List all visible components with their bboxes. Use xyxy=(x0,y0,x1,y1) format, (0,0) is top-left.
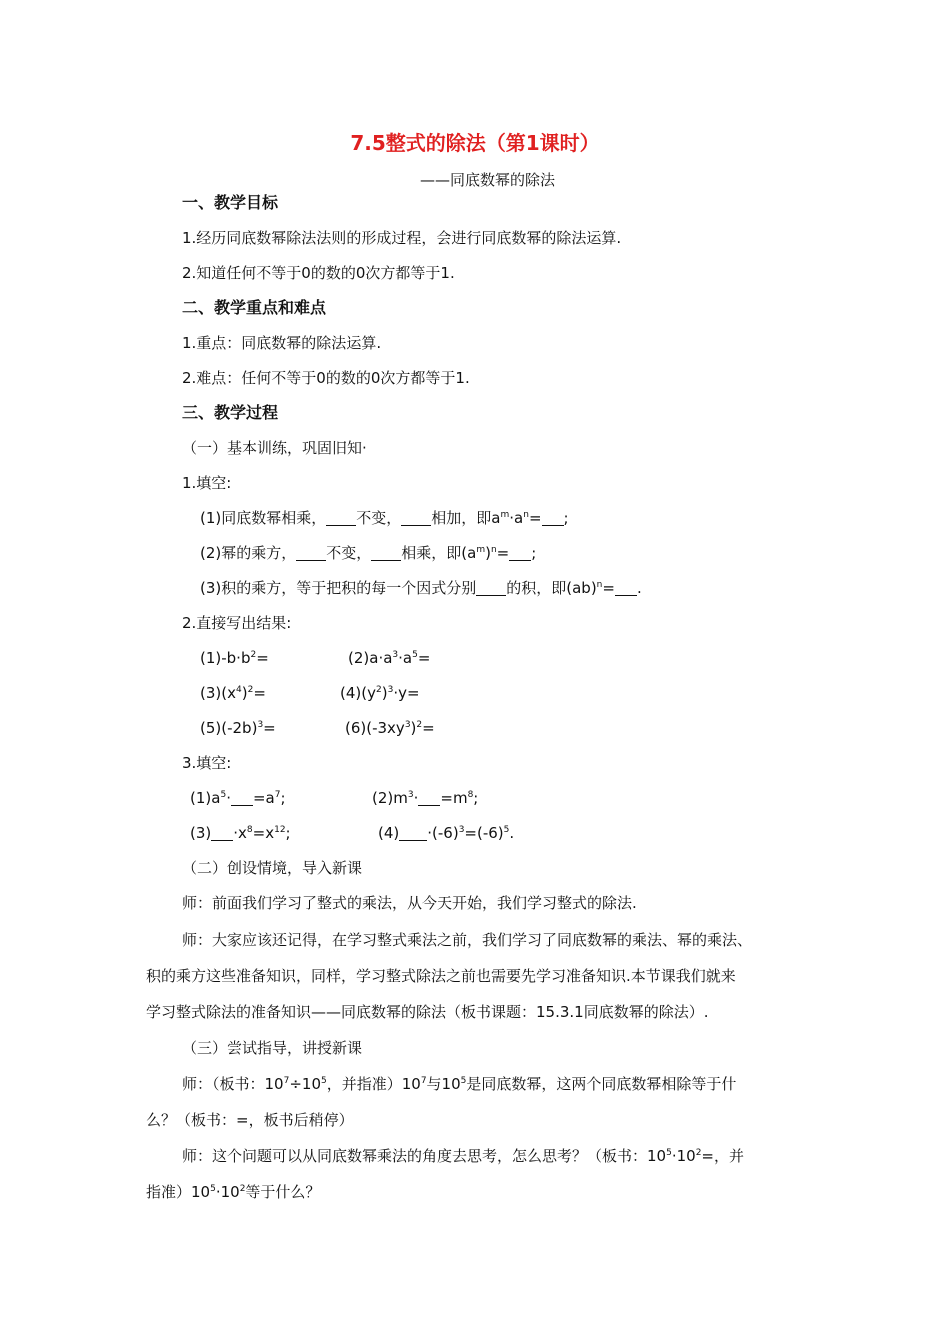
answer-blank[interactable] xyxy=(371,546,401,561)
question-3-item-3 xyxy=(190,823,291,843)
text: (2)a·a xyxy=(348,649,393,667)
text: (6)(-3xy xyxy=(345,719,405,737)
exponent: 2 xyxy=(239,1184,246,1194)
answer-blank[interactable] xyxy=(615,581,637,596)
text: =x xyxy=(252,824,275,842)
text: (4)(y xyxy=(340,684,376,702)
answer-blank[interactable] xyxy=(542,511,564,526)
exponent: 12 xyxy=(274,825,286,835)
answer-blank[interactable] xyxy=(418,791,440,806)
exponent: 7 xyxy=(274,790,281,800)
text: = xyxy=(263,719,276,737)
exponent: 3 xyxy=(404,720,411,730)
text: =，并 xyxy=(701,1147,744,1165)
text: = xyxy=(256,649,269,667)
text: (3) xyxy=(190,824,212,842)
text: ·10 xyxy=(671,1147,696,1165)
exponent: 3 xyxy=(392,650,399,660)
teacher-paragraph-3-line-1 xyxy=(182,1074,736,1094)
question-1-part-2 xyxy=(200,543,536,563)
exponent: 3 xyxy=(257,720,264,730)
text: = xyxy=(417,649,431,667)
subsection-heading-3: （三）尝试指导，讲授新课 xyxy=(182,1039,363,1057)
text: ) xyxy=(381,684,388,702)
exponent: 2 xyxy=(695,1148,702,1158)
section-heading-process: 三、教学过程 xyxy=(182,403,279,422)
question-3-label: 3.填空: xyxy=(182,754,232,772)
text: . xyxy=(636,579,642,597)
question-2-label: 2.直接写出结果: xyxy=(182,614,292,632)
exponent: 5 xyxy=(220,790,227,800)
exponent: 8 xyxy=(467,790,474,800)
text: = xyxy=(602,579,615,597)
teacher-paragraph-1: 师：前面我们学习了整式的乘法，从今天开始，我们学习整式的除法. xyxy=(182,894,637,912)
text: (3)(x xyxy=(200,684,236,702)
text: ·a xyxy=(509,509,524,527)
subsection-heading-2: （二）创设情境，导入新课 xyxy=(182,859,363,877)
answer-blank[interactable] xyxy=(296,546,326,561)
question-2-expr-1 xyxy=(200,648,269,668)
question-2-expr-5 xyxy=(200,718,276,738)
question-3-item-4 xyxy=(378,823,514,843)
question-1-part-1 xyxy=(200,508,569,528)
text: ·10 xyxy=(215,1183,240,1201)
exponent: m xyxy=(476,545,486,555)
text: 相乘，即(a xyxy=(401,544,477,562)
exponent: 5 xyxy=(320,1076,327,1086)
text: · xyxy=(413,789,419,807)
question-2-expr-6 xyxy=(345,718,435,738)
text: (1)-b·b xyxy=(200,649,251,667)
text: ·(-6) xyxy=(427,824,459,842)
text: = xyxy=(528,509,542,527)
exponent: m xyxy=(500,510,510,520)
text: =m xyxy=(440,789,468,807)
text: =(-6) xyxy=(464,824,504,842)
key-point-item: 1.重点：同底数幂的除法运算. xyxy=(182,334,382,352)
exponent: 5 xyxy=(210,1184,216,1194)
exponent: 3 xyxy=(387,685,394,695)
text: ÷10 xyxy=(289,1075,321,1093)
text: · xyxy=(226,789,231,807)
objective-item-1: 1.经历同底数幂除法法则的形成过程，会进行同底数幂的除法运算. xyxy=(182,229,622,247)
text: (1)同底数幂相乘， xyxy=(200,509,327,527)
teacher-paragraph-3-line-2: 么？（板书：=，板书后稍停） xyxy=(146,1111,354,1129)
text: ) xyxy=(410,719,417,737)
document-title: 7.5整式的除法（第1课时） xyxy=(350,131,600,155)
text: ) xyxy=(485,544,491,562)
exponent: 8 xyxy=(246,825,253,835)
question-2-expr-4 xyxy=(340,683,420,703)
answer-blank[interactable] xyxy=(401,511,431,526)
text: ·a xyxy=(398,649,413,667)
exponent: 7 xyxy=(420,1076,427,1086)
text: . xyxy=(509,824,515,842)
text: 相加，即a xyxy=(431,509,501,527)
text: ) xyxy=(241,684,248,702)
question-1-part-3 xyxy=(200,578,642,598)
text: = xyxy=(422,719,435,737)
exponent: n xyxy=(490,545,497,555)
text: ; xyxy=(280,789,286,807)
answer-blank[interactable] xyxy=(399,826,427,841)
text: (4) xyxy=(378,824,400,842)
text: 不变， xyxy=(356,509,402,527)
exponent: 4 xyxy=(235,685,242,695)
text: (5)(-2b) xyxy=(200,719,258,737)
exponent: 3 xyxy=(458,825,465,835)
teacher-paragraph-2-line-2: 积的乘方这些准备知识，同样，学习整式除法之前也需要先学习准备知识.本节课我们就来 xyxy=(146,967,736,985)
text: 与10 xyxy=(426,1075,461,1093)
answer-blank[interactable] xyxy=(509,546,531,561)
exponent: n xyxy=(523,510,529,520)
teacher-paragraph-2-line-1: 师：大家应该还记得，在学习整式乘法之前，我们学习了同底数幂的乘法、幂的乘法、 xyxy=(182,931,753,949)
difficulty-item: 2.难点：任何不等于0的数的0次方都等于1. xyxy=(182,369,470,387)
exponent: 3 xyxy=(407,790,414,800)
text: (2)m xyxy=(372,789,408,807)
exponent: 2 xyxy=(416,720,423,730)
answer-blank[interactable] xyxy=(231,791,253,806)
text: = xyxy=(253,684,266,702)
answer-blank[interactable] xyxy=(326,511,356,526)
exponent: 5 xyxy=(503,825,510,835)
text: 不变， xyxy=(326,544,372,562)
answer-blank[interactable] xyxy=(476,581,506,596)
text: ·y= xyxy=(393,684,420,702)
text: 等于什么？ xyxy=(245,1183,321,1201)
text: 指准）10 xyxy=(146,1183,211,1201)
exponent: 5 xyxy=(412,650,418,660)
exponent: 2 xyxy=(375,685,382,695)
text: 师：（板书：10 xyxy=(182,1075,284,1093)
exponent: n xyxy=(596,580,603,590)
text: 是同底数幂，这两个同底数幂相除等于什 xyxy=(466,1075,737,1093)
text: ; xyxy=(563,509,569,527)
text: =a xyxy=(252,789,275,807)
text: ·x xyxy=(233,824,247,842)
text: ; xyxy=(285,824,291,842)
question-3-item-2 xyxy=(372,788,478,808)
teacher-paragraph-2-line-3: 学习整式除法的准备知识——同底数幂的除法（板书课题：15.3.1同底数幂的除法）. xyxy=(146,1003,709,1021)
text: 师：这个问题可以从同底数幂乘法的角度去思考，怎么思考？（板书：10 xyxy=(182,1147,667,1165)
exponent: 2 xyxy=(250,650,257,660)
section-heading-objectives: 一、教学目标 xyxy=(182,193,279,212)
question-3-item-1 xyxy=(190,788,286,808)
objective-item-2: 2.知道任何不等于0的数的0次方都等于1. xyxy=(182,264,455,282)
text: ; xyxy=(531,544,537,562)
text: (3)积的乘方，等于把积的每一个因式分别 xyxy=(200,579,477,597)
question-2-expr-2 xyxy=(348,648,430,668)
exponent: 5 xyxy=(666,1148,672,1158)
text: 的积，即(ab) xyxy=(506,579,597,597)
text: = xyxy=(496,544,510,562)
section-heading-key-points: 二、教学重点和难点 xyxy=(182,298,327,317)
exponent: 5 xyxy=(460,1076,467,1086)
teacher-paragraph-4-line-2 xyxy=(146,1182,320,1202)
teacher-paragraph-4-line-1 xyxy=(182,1146,744,1166)
text: (1)a xyxy=(190,789,221,807)
text: ; xyxy=(473,789,479,807)
question-1-label: 1.填空: xyxy=(182,474,232,492)
text: ，并指准）10 xyxy=(326,1075,421,1093)
question-2-expr-3 xyxy=(200,683,266,703)
exponent: 2 xyxy=(247,685,254,695)
exponent: 7 xyxy=(283,1076,290,1086)
document-subtitle: ——同底数幂的除法 xyxy=(420,171,556,189)
text: (2)幂的乘方， xyxy=(200,544,297,562)
subsection-heading-1: （一）基本训练，巩固旧知· xyxy=(182,439,367,457)
answer-blank[interactable] xyxy=(211,826,233,841)
